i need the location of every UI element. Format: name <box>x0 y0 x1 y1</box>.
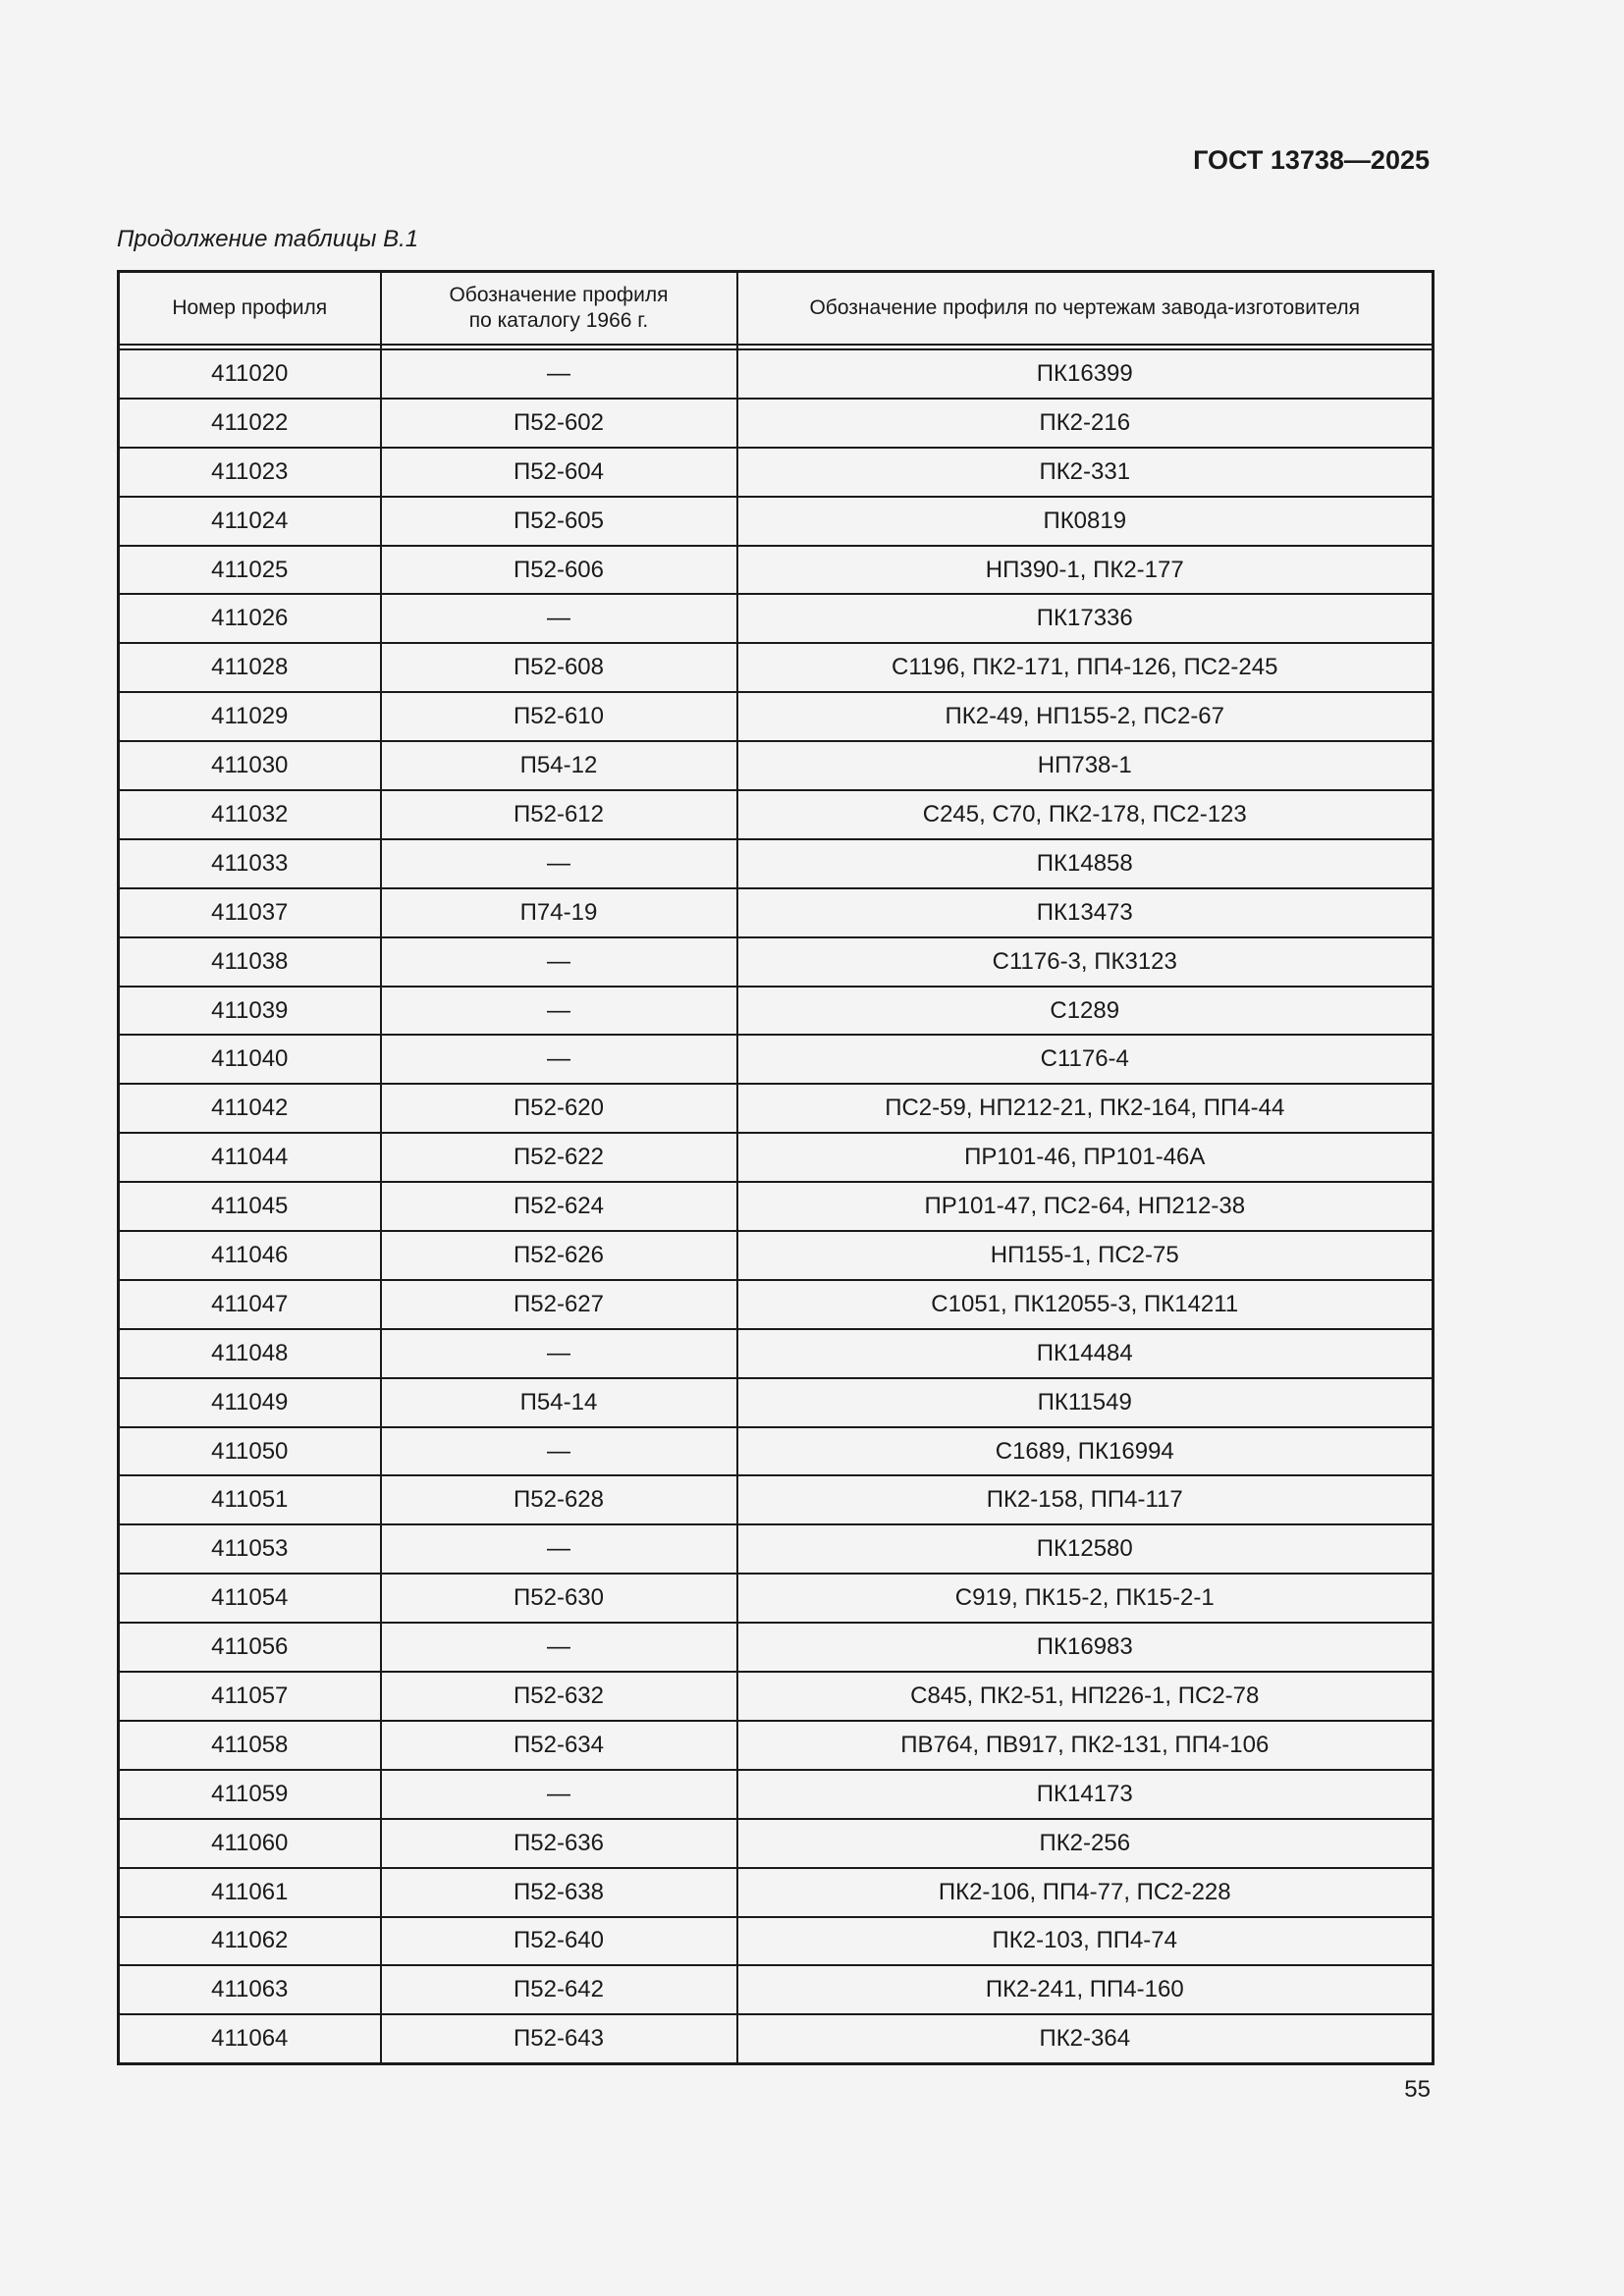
cell-catalog-1966: П52-604 <box>381 448 737 497</box>
table-row <box>119 594 1434 643</box>
cell-profile-number: 411037 <box>119 888 381 937</box>
cell-factory-designation: ПК11549 <box>737 1378 1434 1427</box>
cell-catalog-1966: П52-624 <box>381 1182 737 1231</box>
cell-catalog-1966: П52-628 <box>381 1475 737 1524</box>
cell-profile-number: 411024 <box>119 497 381 546</box>
cell-profile-number: 411051 <box>119 1475 381 1524</box>
cell-factory-designation: С1196, ПК2-171, ПП4-126, ПС2-245 <box>737 643 1434 692</box>
cell-profile-number: 411039 <box>119 987 381 1036</box>
table-row <box>119 1770 1434 1819</box>
cell-profile-number: 411050 <box>119 1427 381 1476</box>
cell-profile-number: 411029 <box>119 692 381 741</box>
cell-factory-designation: ПК14173 <box>737 1770 1434 1819</box>
cell-catalog-1966: П52-606 <box>381 546 737 595</box>
cell-catalog-1966: П52-634 <box>381 1721 737 1770</box>
cell-catalog-1966: — <box>381 594 737 643</box>
cell-catalog-1966: П52-627 <box>381 1280 737 1329</box>
cell-factory-designation: НП738-1 <box>737 741 1434 790</box>
column-header-catalog-1966 <box>381 272 737 346</box>
table-row <box>119 1378 1434 1427</box>
cell-factory-designation: ПС2-59, НП212-21, ПК2-164, ПП4-44 <box>737 1084 1434 1133</box>
cell-factory-designation: С1051, ПК12055-3, ПК14211 <box>737 1280 1434 1329</box>
cell-catalog-1966: — <box>381 1329 737 1378</box>
table-row <box>119 1672 1434 1721</box>
document-code: ГОСТ 13738—2025 <box>1193 145 1430 175</box>
cell-catalog-1966: П74-19 <box>381 888 737 937</box>
cell-catalog-1966: — <box>381 1770 737 1819</box>
table-row <box>119 741 1434 790</box>
cell-catalog-1966: П52-610 <box>381 692 737 741</box>
cell-profile-number: 411026 <box>119 594 381 643</box>
cell-factory-designation: ПК16399 <box>737 349 1434 399</box>
cell-profile-number: 411033 <box>119 839 381 888</box>
table-row <box>119 987 1434 1036</box>
table-row <box>119 1280 1434 1329</box>
cell-profile-number: 411030 <box>119 741 381 790</box>
cell-profile-number: 411062 <box>119 1917 381 1966</box>
table-row <box>119 1329 1434 1378</box>
cell-factory-designation: ПК13473 <box>737 888 1434 937</box>
cell-factory-designation: С1176-4 <box>737 1035 1434 1084</box>
cell-catalog-1966: П52-620 <box>381 1084 737 1133</box>
cell-factory-designation: С1176-3, ПК3123 <box>737 937 1434 987</box>
cell-profile-number: 411047 <box>119 1280 381 1329</box>
cell-profile-number: 411040 <box>119 1035 381 1084</box>
table-row <box>119 1721 1434 1770</box>
cell-factory-designation: ПК12580 <box>737 1524 1434 1574</box>
cell-catalog-1966: — <box>381 1524 737 1574</box>
table-row <box>119 349 1434 399</box>
cell-profile-number: 411045 <box>119 1182 381 1231</box>
cell-factory-designation: ПК14484 <box>737 1329 1434 1378</box>
table-row <box>119 546 1434 595</box>
cell-catalog-1966: П52-630 <box>381 1574 737 1623</box>
cell-profile-number: 411060 <box>119 1819 381 1868</box>
cell-profile-number: 411023 <box>119 448 381 497</box>
cell-profile-number: 411044 <box>119 1133 381 1182</box>
cell-catalog-1966: П52-612 <box>381 790 737 839</box>
table-row <box>119 1084 1434 1133</box>
cell-factory-designation: ПК14858 <box>737 839 1434 888</box>
cell-factory-designation: НП155-1, ПС2-75 <box>737 1231 1434 1280</box>
cell-profile-number: 411054 <box>119 1574 381 1623</box>
cell-catalog-1966: П52-626 <box>381 1231 737 1280</box>
cell-profile-number: 411022 <box>119 399 381 448</box>
cell-profile-number: 411053 <box>119 1524 381 1574</box>
cell-profile-number: 411064 <box>119 2014 381 2063</box>
table-row <box>119 790 1434 839</box>
cell-catalog-1966: П52-643 <box>381 2014 737 2063</box>
table-row <box>119 1133 1434 1182</box>
table-row <box>119 1475 1434 1524</box>
cell-profile-number: 411042 <box>119 1084 381 1133</box>
cell-profile-number: 411038 <box>119 937 381 987</box>
cell-factory-designation: ПК2-256 <box>737 1819 1434 1868</box>
page-number: 55 <box>1404 2076 1431 2103</box>
table-header-row <box>119 272 1434 346</box>
cell-factory-designation: ПК2-49, НП155-2, ПС2-67 <box>737 692 1434 741</box>
cell-factory-designation: ПВ764, ПВ917, ПК2-131, ПП4-106 <box>737 1721 1434 1770</box>
table-row <box>119 1231 1434 1280</box>
cell-factory-designation: ПК2-106, ПП4-77, ПС2-228 <box>737 1868 1434 1917</box>
column-header-profile-number: Номер профиля <box>119 272 381 346</box>
cell-profile-number: 411032 <box>119 790 381 839</box>
cell-catalog-1966: П54-14 <box>381 1378 737 1427</box>
cell-profile-number: 411048 <box>119 1329 381 1378</box>
table-row <box>119 1965 1434 2014</box>
cell-profile-number: 411028 <box>119 643 381 692</box>
table-row <box>119 2014 1434 2063</box>
cell-factory-designation: ПК17336 <box>737 594 1434 643</box>
cell-factory-designation: С919, ПК15-2, ПК15-2-1 <box>737 1574 1434 1623</box>
cell-profile-number: 411020 <box>119 349 381 399</box>
cell-catalog-1966: П52-642 <box>381 1965 737 2014</box>
cell-profile-number: 411058 <box>119 1721 381 1770</box>
cell-factory-designation: С245, С70, ПК2-178, ПС2-123 <box>737 790 1434 839</box>
cell-factory-designation: С845, ПК2-51, НП226-1, ПС2-78 <box>737 1672 1434 1721</box>
table-row <box>119 1524 1434 1574</box>
cell-catalog-1966: — <box>381 1623 737 1672</box>
cell-factory-designation: ПК2-158, ПП4-117 <box>737 1475 1434 1524</box>
cell-factory-designation: С1689, ПК16994 <box>737 1427 1434 1476</box>
cell-catalog-1966: П52-605 <box>381 497 737 546</box>
cell-profile-number: 411049 <box>119 1378 381 1427</box>
table-caption: Продолжение таблицы В.1 <box>117 226 419 252</box>
cell-factory-designation: ПР101-46, ПР101-46А <box>737 1133 1434 1182</box>
cell-factory-designation: ПК2-241, ПП4-160 <box>737 1965 1434 2014</box>
table-row <box>119 448 1434 497</box>
table-row <box>119 1819 1434 1868</box>
cell-catalog-1966: П52-638 <box>381 1868 737 1917</box>
cell-profile-number: 411059 <box>119 1770 381 1819</box>
table-row <box>119 1868 1434 1917</box>
cell-factory-designation: ПР101-47, ПС2-64, НП212-38 <box>737 1182 1434 1231</box>
table-row <box>119 399 1434 448</box>
table-row <box>119 1917 1434 1966</box>
cell-catalog-1966: П52-636 <box>381 1819 737 1868</box>
cell-catalog-1966: П52-602 <box>381 399 737 448</box>
cell-factory-designation: С1289 <box>737 987 1434 1036</box>
table-row <box>119 497 1434 546</box>
cell-factory-designation: ПК2-103, ПП4-74 <box>737 1917 1434 1966</box>
table-row <box>119 1623 1434 1672</box>
column-header-factory-drawings: Обозначение профиля по чертежам завода-изготовителя <box>737 272 1434 346</box>
cell-factory-designation: ПК2-216 <box>737 399 1434 448</box>
cell-factory-designation: ПК2-331 <box>737 448 1434 497</box>
cell-catalog-1966: П52-622 <box>381 1133 737 1182</box>
cell-catalog-1966: П52-640 <box>381 1917 737 1966</box>
cell-catalog-1966: — <box>381 937 737 987</box>
table-row <box>119 888 1434 937</box>
cell-factory-designation: ПК2-364 <box>737 2014 1434 2063</box>
cell-catalog-1966: П52-632 <box>381 1672 737 1721</box>
cell-factory-designation: ПК16983 <box>737 1623 1434 1672</box>
cell-catalog-1966: — <box>381 1035 737 1084</box>
cell-profile-number: 411056 <box>119 1623 381 1672</box>
cell-catalog-1966: П52-608 <box>381 643 737 692</box>
cell-profile-number: 411061 <box>119 1868 381 1917</box>
cell-catalog-1966: — <box>381 987 737 1036</box>
column-header-catalog-1966-text: Обозначение профиля по каталогу 1966 г. <box>449 284 669 332</box>
cell-factory-designation: НП390-1, ПК2-177 <box>737 546 1434 595</box>
cell-profile-number: 411046 <box>119 1231 381 1280</box>
table-row <box>119 643 1434 692</box>
cell-catalog-1966: — <box>381 1427 737 1476</box>
cell-catalog-1966: — <box>381 839 737 888</box>
table-row <box>119 839 1434 888</box>
cell-profile-number: 411025 <box>119 546 381 595</box>
table-row <box>119 692 1434 741</box>
cell-profile-number: 411057 <box>119 1672 381 1721</box>
cell-catalog-1966: П54-12 <box>381 741 737 790</box>
cell-profile-number: 411063 <box>119 1965 381 2014</box>
cell-factory-designation: ПК0819 <box>737 497 1434 546</box>
table-row <box>119 1035 1434 1084</box>
table-row <box>119 1574 1434 1623</box>
table-row <box>119 937 1434 987</box>
table-body <box>119 349 1434 2064</box>
table-row <box>119 1427 1434 1476</box>
profiles-table <box>117 270 1435 2065</box>
table-row <box>119 1182 1434 1231</box>
cell-catalog-1966: — <box>381 349 737 399</box>
